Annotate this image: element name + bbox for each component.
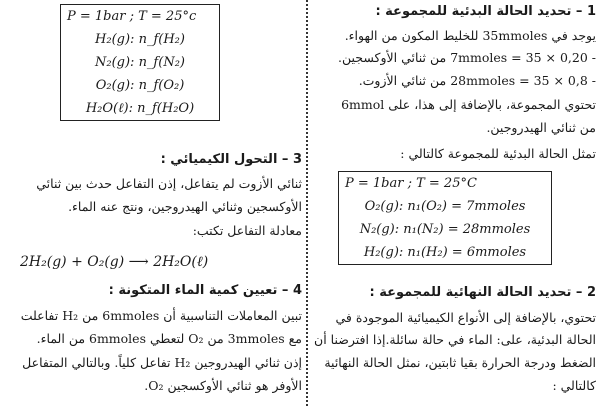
final-state-box [60, 4, 220, 121]
box-line: O₂(g): n₁(O₂) = 7mmoles [364, 199, 526, 214]
s2-line: الضغط ودرجة الحرارة بقيا ثابتين، نمثل الحالة النهائية [324, 355, 596, 370]
section-4-title: 4 – تعيين كمية الماء المتكونة : [108, 283, 302, 298]
s1-line: تمثل الحالة البدئية للمجموعة كالتالي : [400, 146, 596, 161]
s1-line: - 0,20 × 35 = 7mmoles من ثنائي الأوكسجين. [338, 50, 596, 65]
s2-line: الحالة البدئية، على: الماء في حالة سائلة.إذا افترضنا أن [314, 332, 596, 347]
s4-line: إذن ثنائي الهيدروجين H₂ تفاعل كلياً. وبالتالي المتفاعل [22, 355, 302, 370]
s1-line: تحتوي المجموعة، بالإضافة إلى هذا، على 6mmol [341, 97, 596, 112]
s3-line: معادلة التفاعل تكتب: [192, 223, 302, 238]
left-column [4, 0, 302, 406]
box-line: N₂(g): n_f(N₂) [95, 55, 185, 70]
s1-line: من ثنائي الهيدروجين. [486, 120, 596, 135]
box-line: H₂(g): n₁(H₂) = 6mmoles [363, 245, 527, 260]
initial-state-box [338, 171, 552, 265]
box-line: H₂(g): n_f(H₂) [95, 32, 185, 47]
s4-line: مع 3mmoles من O₂ لتعطي 6mmoles من الماء. [36, 331, 302, 346]
section-3-title: 3 – التحول الكيميائي : [160, 152, 302, 167]
right-column [312, 0, 596, 406]
box-line: N₂(g): n₁(N₂) = 28mmoles [359, 222, 531, 237]
s1-line: - 0,8 × 35 = 28mmoles من ثنائي الأزوت. [358, 73, 596, 88]
reaction-equation: 2H₂(g) + O₂(g) ⟶ 2H₂O(ℓ) [20, 254, 209, 270]
s1-line: يوجد في 35mmoles للخليط المكون من الهواء. [344, 28, 596, 43]
s4-line: الأوفر هو ثنائي الأوكسجين O₂. [144, 378, 302, 393]
s2-line: تحتوي، بالإضافة إلى الأنواع الكيميائية الموجودة في [335, 310, 596, 325]
column-divider [306, 0, 308, 406]
section-2-title: 2 – تحديد الحالة النهائية للمجموعة : [369, 285, 596, 300]
box-line: P = 1bar ; T = 25°c [67, 9, 197, 24]
box-line: H₂O(ℓ): n_f(H₂O) [85, 101, 195, 116]
box-line: P = 1bar ; T = 25°C [345, 176, 477, 191]
s2-line: كالتالي : [552, 378, 596, 393]
s3-line: ثنائي الأزوت لم يتفاعل، إذن التفاعل حدث بين ثنائي [36, 176, 302, 191]
section-1-title: 1 – تحديد الحالة البدئية للمجموعة : [375, 4, 596, 19]
box-line: O₂(g): n_f(O₂) [95, 78, 185, 93]
s4-line: تبين المعاملات التناسبية أن 6mmoles من H₂ تفاعلت [20, 308, 302, 323]
s3-line: الأوكسجين وثنائي الهيدروجين، ونتج عنه الماء. [68, 199, 302, 214]
